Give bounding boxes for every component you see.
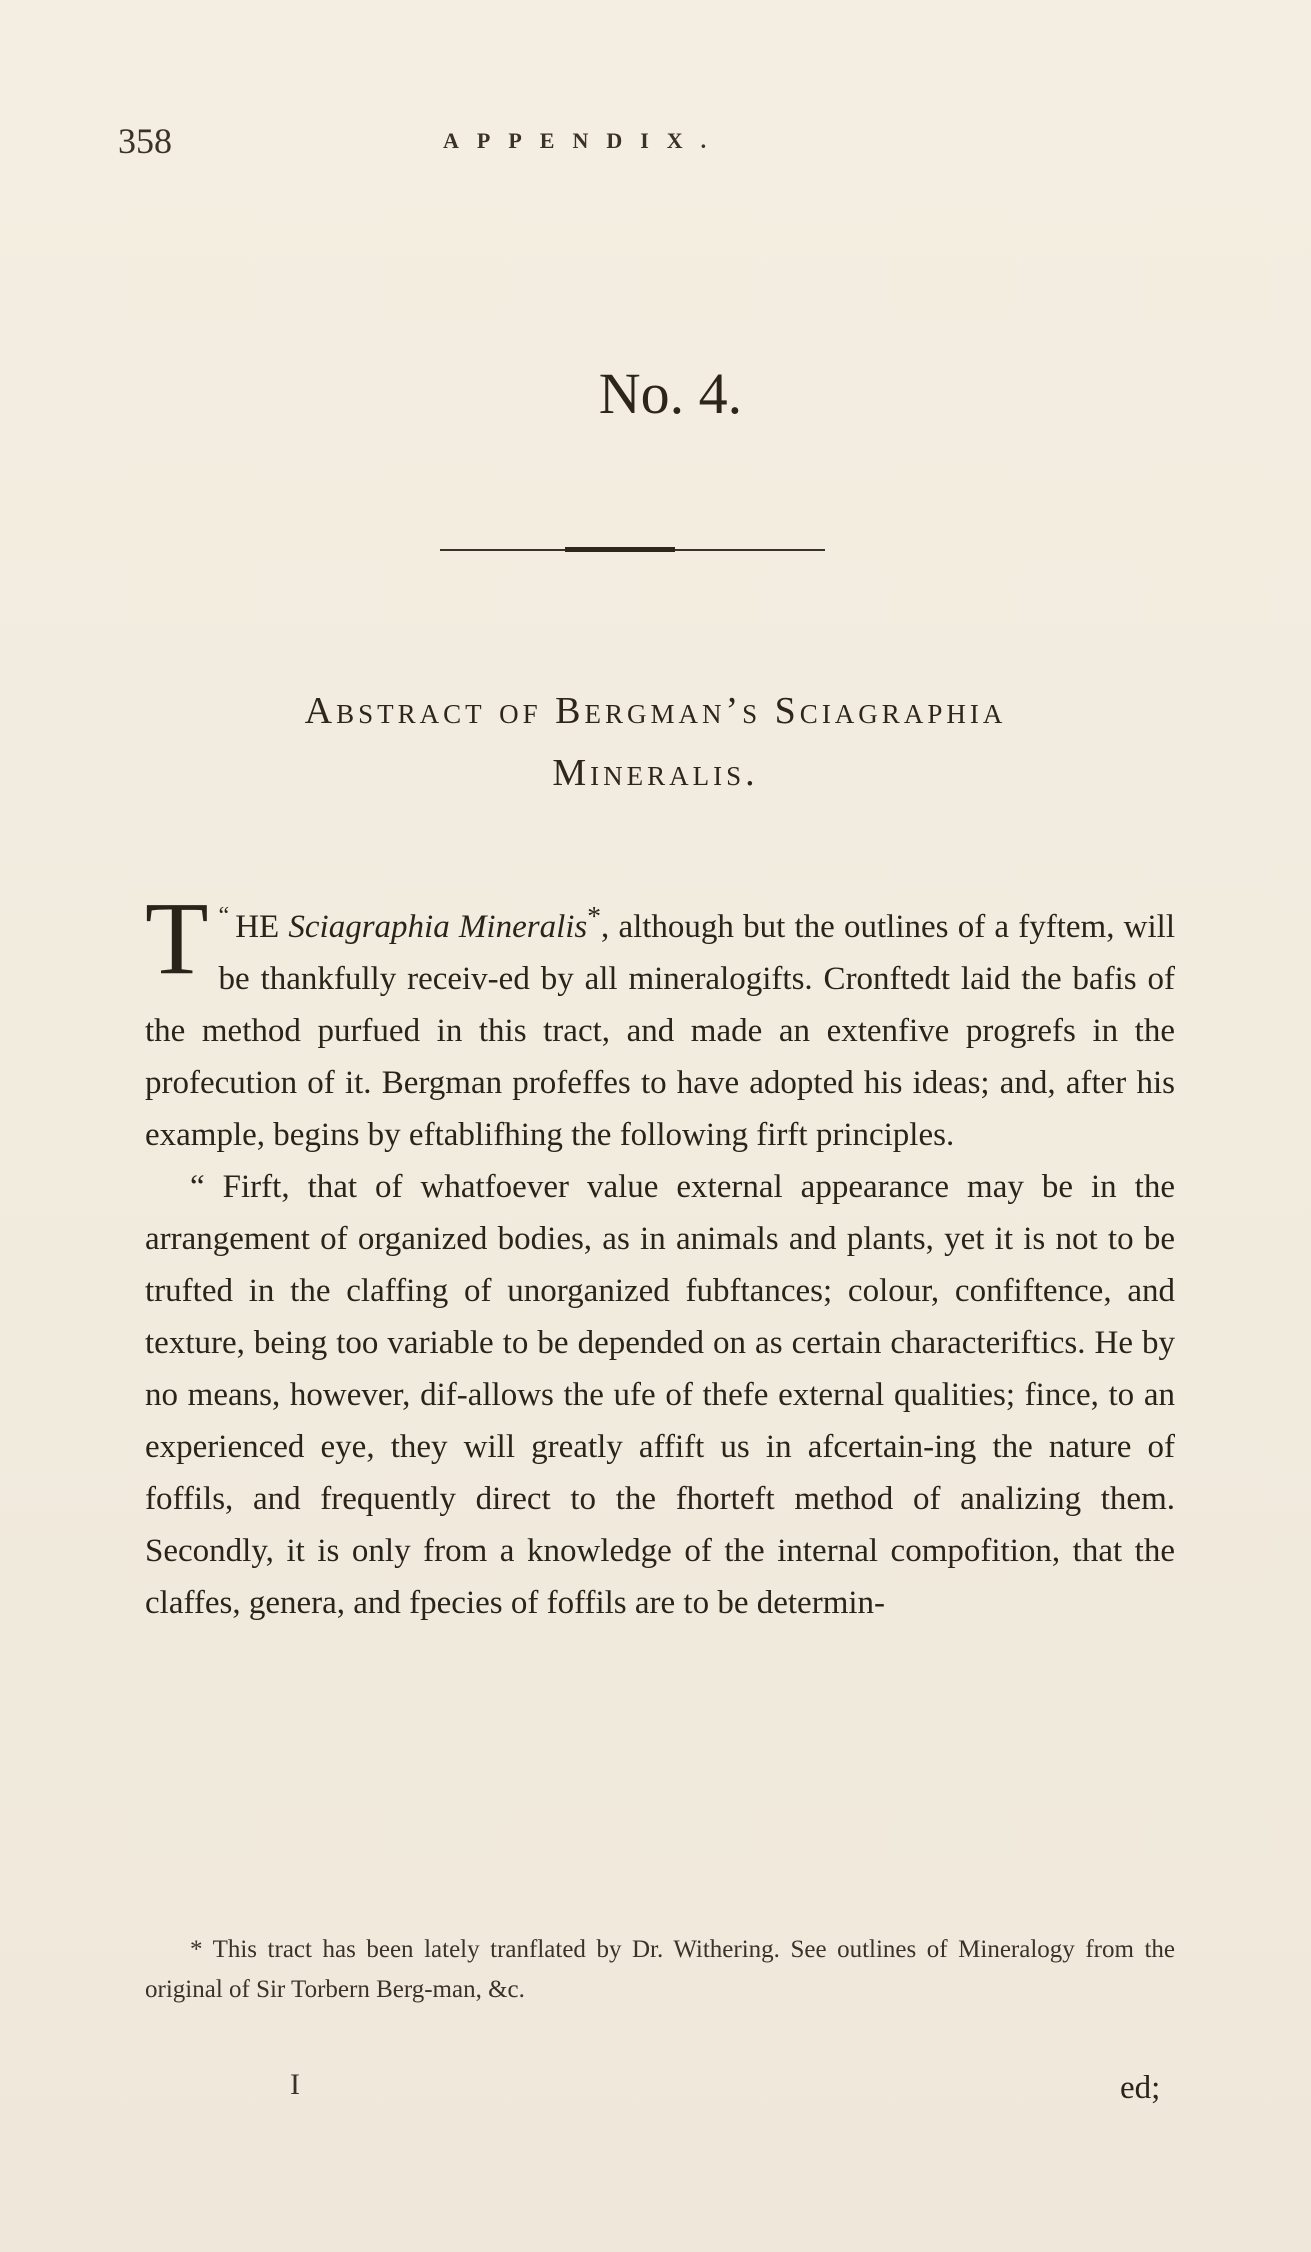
signature-mark: I (290, 2068, 300, 2101)
footnote-marker: * (587, 900, 601, 931)
drop-cap: T (145, 881, 209, 996)
body-text (145, 881, 1175, 1629)
opening-quote: “ (218, 903, 230, 929)
running-head-title: APPENDIX. (443, 128, 725, 153)
drop-cap-continuation: HE (235, 909, 280, 945)
page-number: 358 (118, 121, 172, 161)
chapter-title-line-1: Abstract of Bergman’s Sciagraphia (304, 690, 1007, 732)
chapter-title (0, 680, 1311, 804)
document-number: No. 4. (598, 361, 743, 426)
paragraph-2: “ Firft, that of whatfoever value external appearance may be in the arrangement of organized bodies, as in animals and plants, yet it is not to be trufted in the claffing of unorganized fubftances; colour, confiftence, and texture, being too variable to be depended on as certain characteriftics. He by no means, however, dif-allows the ufe of thefe external qualities; fince, to an experienced eye, they will greatly affift us in afcertain-ing the nature of foffils, and frequently direct to the fhorteft method of analizing them. Secondly, it is only from a knowledge of the internal compofition, that the claffes, genera, and fpecies of foffils are to be determin- (145, 1169, 1175, 1621)
catchword: ed; (1120, 2070, 1161, 2106)
work-title-italic: Sciagraphia Mineralis (288, 909, 588, 945)
footnote: * This tract has been lately tranflated by Dr. Withering. See outlines of Mineralogy from the original of Sir Torbern Berg-man, &c. (145, 1936, 1175, 2003)
title-rule-center (565, 547, 675, 552)
paragraph-1-text: , although but the outlines of a fyftem, will be thankfully receiv-ed by all mineralogifts. Cronftedt laid the bafis of the method purfued in this tract, and made an extenfive progrefs in the profecution of it. Bergman profeffes to have adopted his ideas; and, after his example, begins by eftablifhing the following firft principles. (145, 909, 1175, 1153)
chapter-title-line-2: Mineralis. (552, 752, 759, 794)
paragraph-1 (145, 881, 1175, 1161)
running-head (118, 120, 1178, 170)
